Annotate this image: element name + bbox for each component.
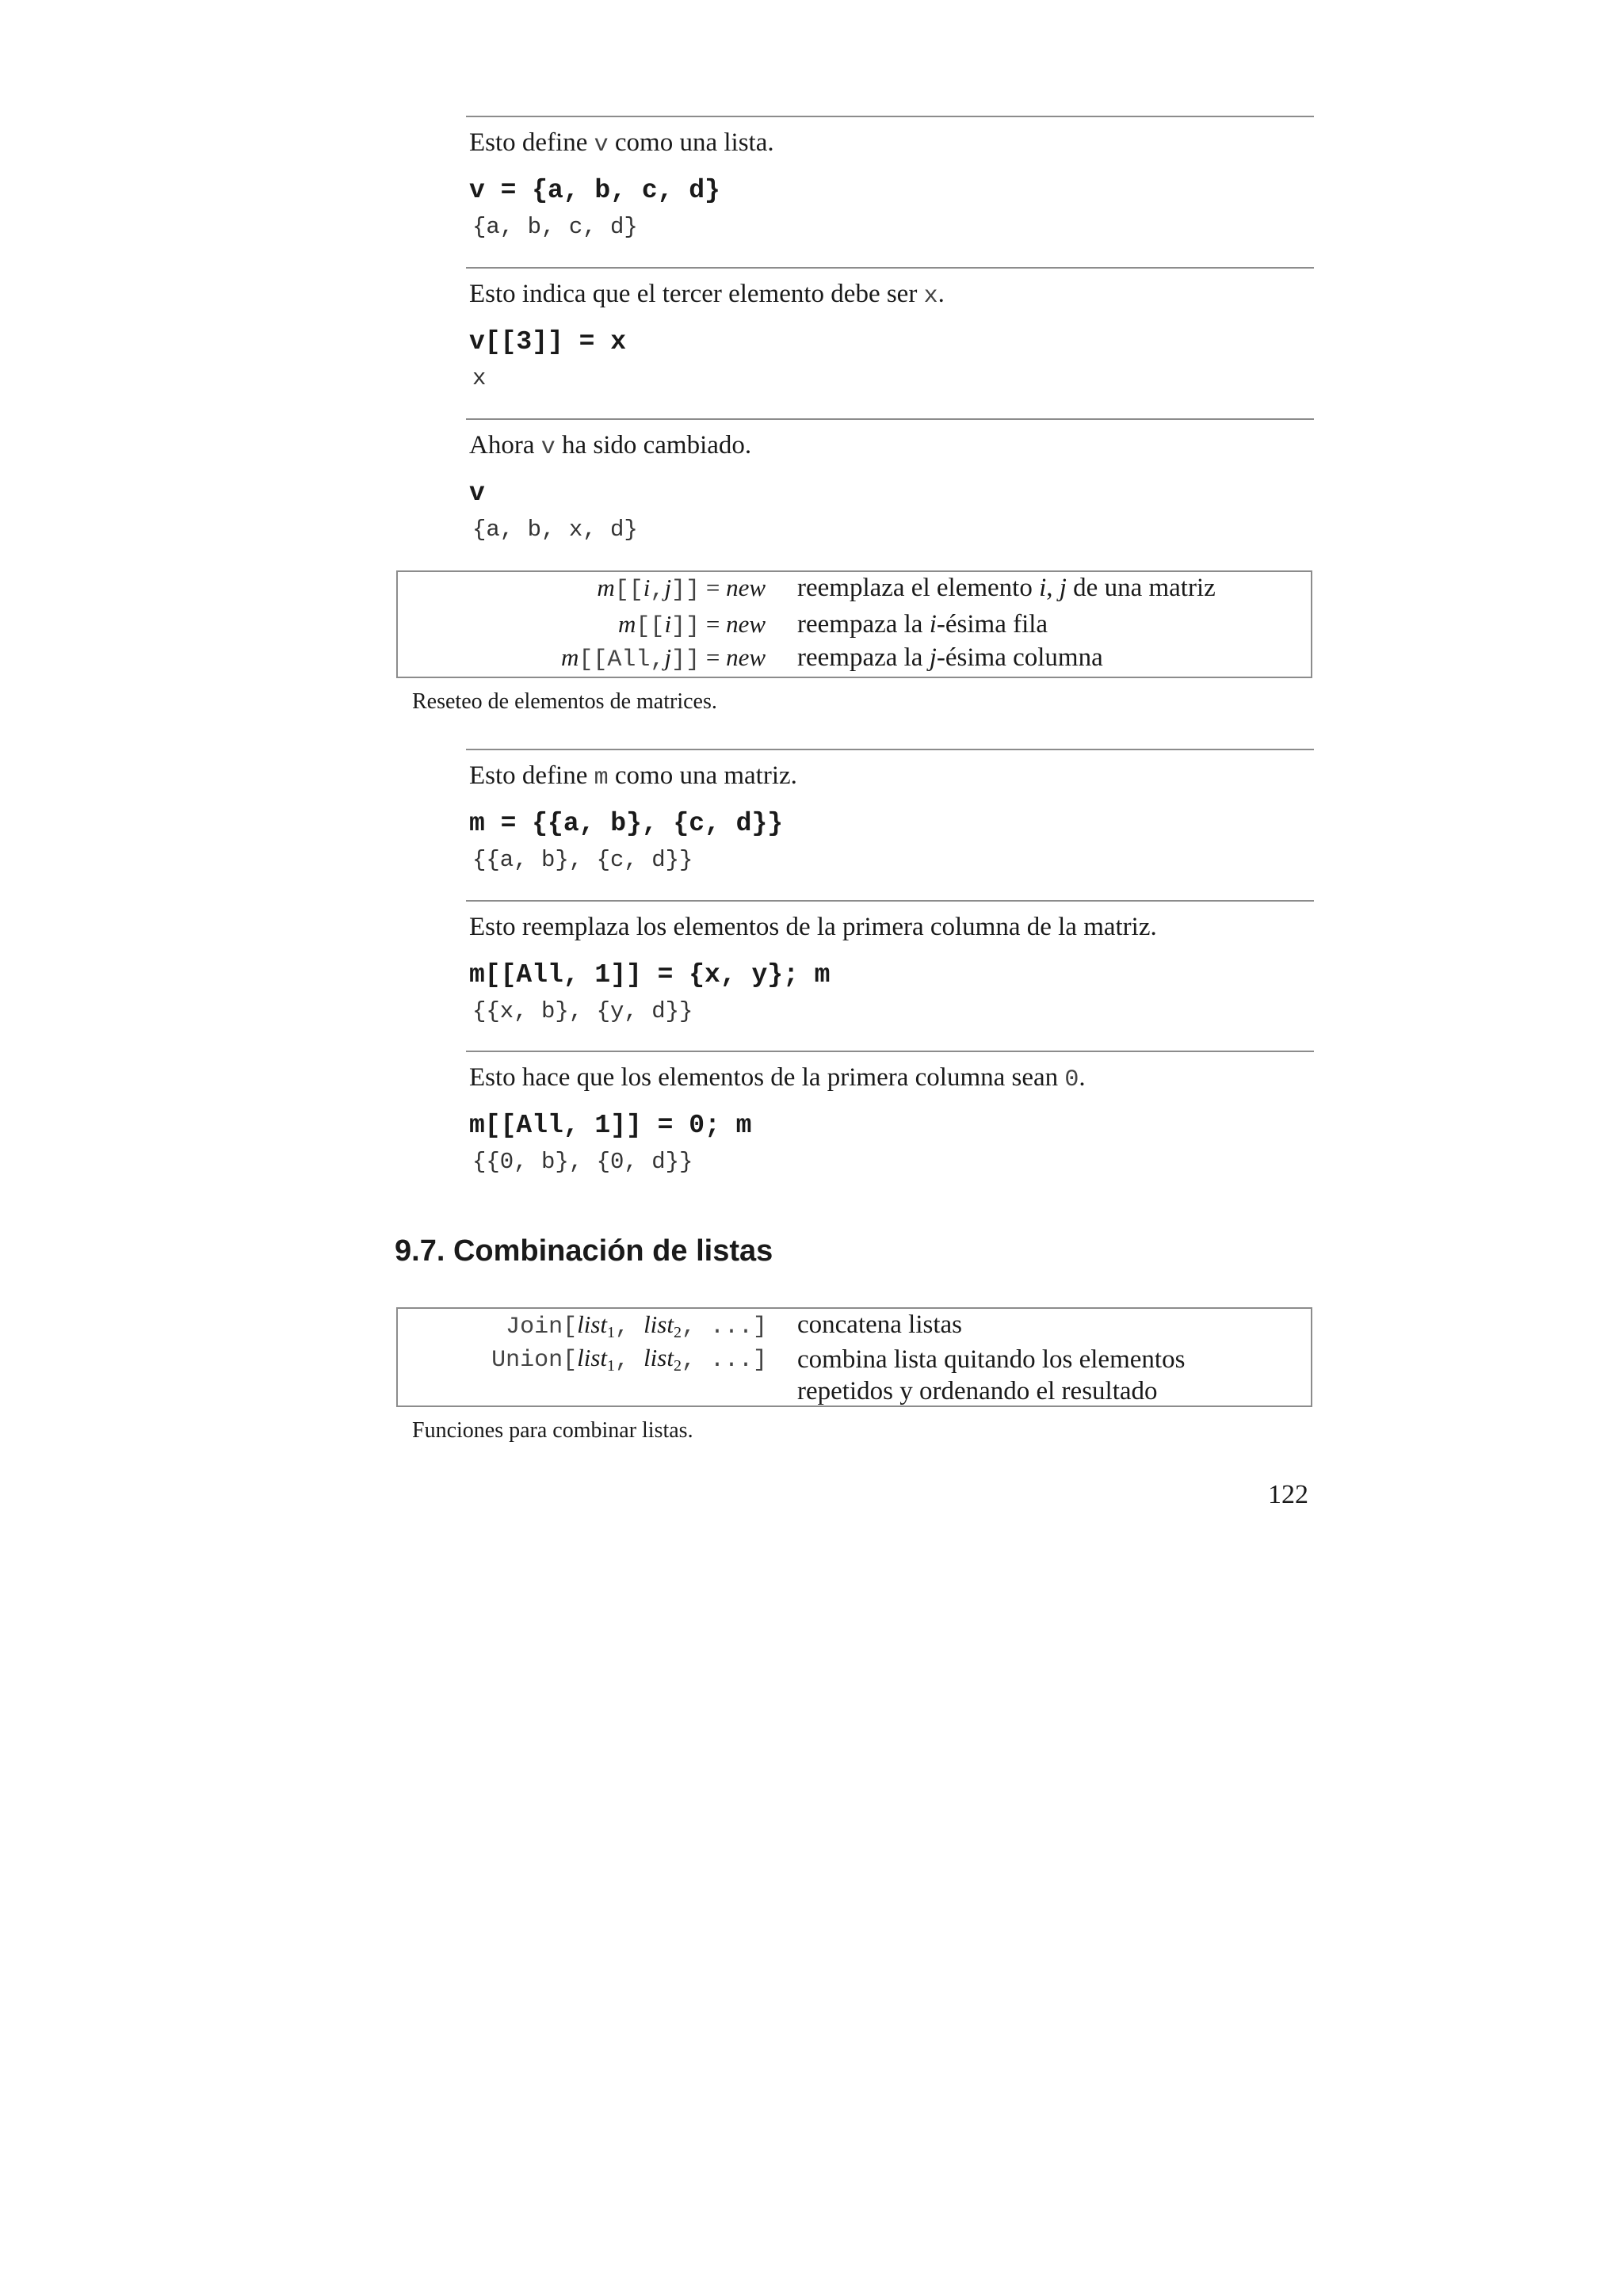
example-description: Esto indica que el tercer elemento debe ser x. <box>469 280 945 310</box>
section-title: 9.7. Combinación de listas <box>395 1234 773 1268</box>
description-cell: combina lista quitando los elementos repetidos y ordenando el resultado <box>797 1345 1186 1405</box>
output-cell: {{a, b}, {c, d}} <box>472 847 693 873</box>
input-cell: m[[All, 1]] = 0; m <box>469 1111 752 1140</box>
input-cell: v[[3]] = x <box>469 327 627 357</box>
table-row <box>398 1344 1311 1407</box>
example-define-v <box>466 116 1314 242</box>
table-row <box>398 643 1311 678</box>
description-cell: reemplaza el elemento i, j de una matriz <box>797 574 1216 602</box>
input-cell: v <box>469 479 485 508</box>
syntax-cell: m[[i]] = new <box>618 610 766 640</box>
description-cell: reempaza la i-ésima fila <box>797 610 1048 639</box>
combine-lists-table <box>396 1307 1312 1407</box>
input-cell: m[[All, 1]] = {x, y}; m <box>469 960 831 990</box>
example-v-changed <box>466 418 1314 544</box>
table-row <box>398 574 1311 608</box>
description-cell: concatena listas <box>797 1310 962 1339</box>
example-replace-column <box>466 900 1314 1026</box>
output-cell: {a, b, c, d} <box>472 214 638 240</box>
input-cell: m = {{a, b}, {c, d}} <box>469 809 784 838</box>
output-cell: {{0, b}, {0, d}} <box>472 1149 693 1175</box>
example-define-m <box>466 749 1314 875</box>
description-cell: reempaza la j-ésima columna <box>797 643 1103 672</box>
table-row <box>398 1310 1311 1345</box>
example-zero-column <box>466 1051 1314 1177</box>
table-caption: Reseteo de elementos de matrices. <box>412 689 717 714</box>
example-description: Esto define m como una matriz. <box>469 761 797 791</box>
syntax-cell: m[[All,j]] = new <box>561 643 766 673</box>
input-cell: v = {a, b, c, d} <box>469 176 720 205</box>
table-row <box>398 610 1311 645</box>
example-set-third <box>466 267 1314 393</box>
output-cell: x <box>472 365 487 391</box>
example-description: Esto hace que los elementos de la primera columna sean 0. <box>469 1063 1086 1093</box>
output-cell: {a, b, x, d} <box>472 517 638 543</box>
page-number: 122 <box>1268 1480 1308 1509</box>
syntax-cell: Union[list$_1$, list$_2$, ...] <box>491 1344 767 1375</box>
output-cell: {{x, b}, {y, d}} <box>472 998 693 1024</box>
syntax-cell: Join[list$_1$, list$_2$, ...] <box>506 1310 767 1341</box>
syntax-cell: m[[i,j]] = new <box>597 574 766 604</box>
example-description: Ahora v ha sido cambiado. <box>469 431 752 461</box>
example-description: Esto reemplaza los elementos de la primera columna de la matriz. <box>469 913 1157 941</box>
table-caption: Funciones para combinar listas. <box>412 1418 693 1443</box>
matrix-reset-table <box>396 570 1312 678</box>
example-description: Esto define v como una lista. <box>469 128 774 158</box>
